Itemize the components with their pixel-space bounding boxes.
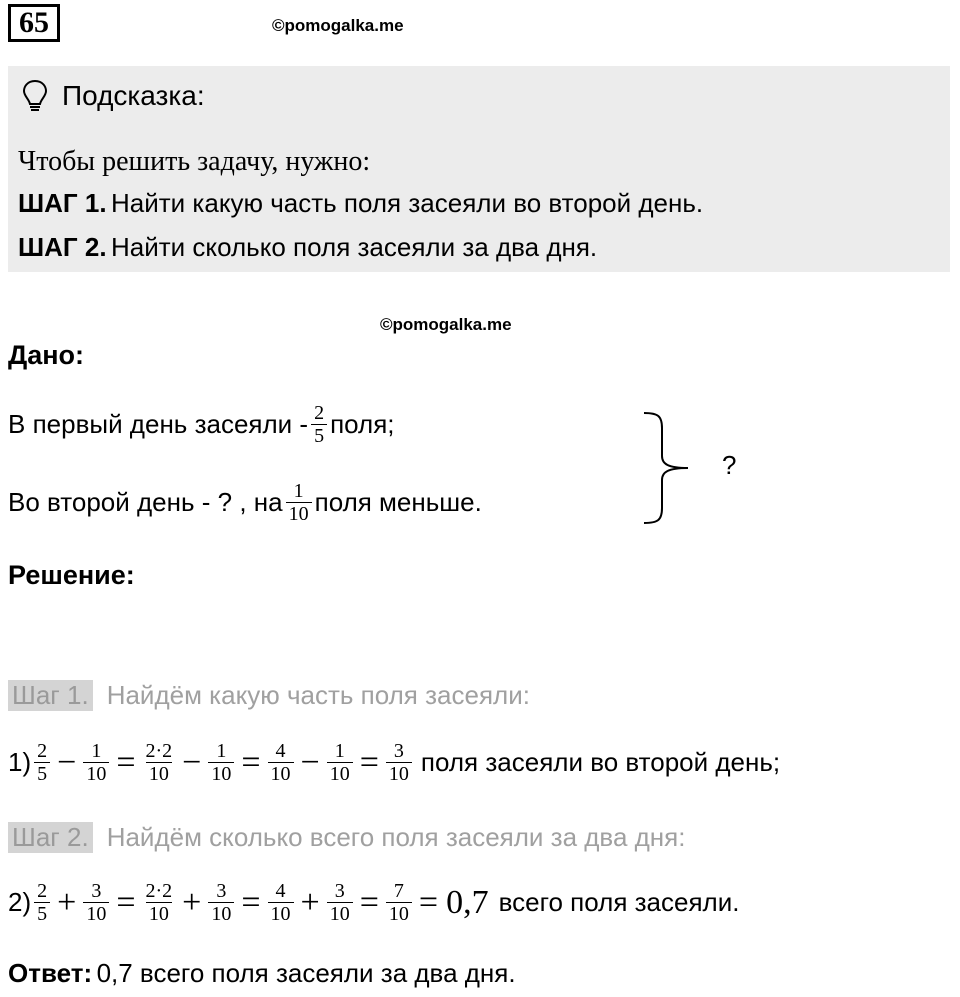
- fraction: $\frac{3}{10}$: [386, 740, 412, 785]
- math-operator: −: [182, 743, 202, 781]
- fraction: $\frac{4}{10}$: [268, 740, 294, 785]
- solution-step-2: [8, 822, 685, 853]
- math-operator: +: [57, 883, 77, 921]
- given-line-2-prefix: Во второй день - ? , на: [8, 487, 283, 517]
- hint-title: Подсказка:: [62, 80, 205, 111]
- solution-title: Решение:: [8, 560, 135, 590]
- equation-suffix: всего поля засеяли.: [498, 887, 740, 917]
- hint-step-1: [18, 188, 703, 219]
- watermark: ©pomogalka.me: [272, 16, 404, 35]
- fraction: $\frac{1}{10}$: [208, 740, 234, 785]
- fraction: $\frac{7}{10}$: [386, 880, 412, 925]
- step-1-text: Найдём какую часть поля засеяли:: [106, 680, 530, 710]
- math-operator: =: [359, 743, 379, 781]
- fraction: $\frac{2\cdot 2}{10}$: [145, 880, 173, 925]
- fraction: $\frac{1}{10}$: [286, 480, 312, 525]
- math-operator: =: [241, 883, 261, 921]
- solution-step-1: [8, 680, 530, 711]
- step-2-text: Найдём сколько всего поля засеяли за два дня:: [106, 822, 686, 852]
- given-line-1-prefix: В первый день засеяли -: [8, 409, 309, 439]
- fraction: $\frac{2}{5}$: [34, 740, 50, 785]
- given-question: ?: [722, 450, 737, 480]
- math-operator: +: [300, 883, 320, 921]
- fraction: $\frac{1}{10}$: [83, 740, 109, 785]
- math-operator: =: [241, 743, 261, 781]
- fraction: $\frac{3}{10}$: [83, 880, 109, 925]
- fraction: $\frac{3}{10}$: [327, 880, 353, 925]
- lightbulb-icon: [20, 78, 50, 114]
- hint-step-2-label: ШАГ 2.: [18, 232, 107, 262]
- given-line-1-suffix: поля;: [330, 409, 395, 439]
- fraction: $\frac{3}{10}$: [208, 880, 234, 925]
- equation-index: 1): [8, 747, 32, 777]
- hint-step-2: [18, 232, 597, 263]
- math-operator: −: [300, 743, 320, 781]
- answer-label: Ответ:: [8, 958, 93, 988]
- step-2-label: Шаг 2.: [8, 822, 93, 853]
- math-operator: =: [116, 883, 136, 921]
- math-operator: 0,7: [446, 883, 489, 921]
- math-operator: =: [418, 883, 439, 921]
- math-operator: +: [182, 883, 202, 921]
- step-1-label: Шаг 1.: [8, 680, 93, 711]
- watermark-2: ©pomogalka.me: [380, 315, 512, 334]
- math-operator: =: [359, 883, 379, 921]
- fraction: $\frac{2}{5}$: [34, 880, 50, 925]
- given-title: Дано:: [8, 340, 85, 370]
- fraction: $\frac{2\cdot 2}{10}$: [145, 740, 173, 785]
- equation-suffix: поля засеяли во второй день;: [420, 747, 781, 777]
- given-line-2: [8, 480, 482, 525]
- math-operator: −: [57, 743, 77, 781]
- hint-step-2-text: Найти сколько поля засеяли за два дня.: [111, 232, 598, 262]
- answer-text: 0,7 всего поля засеяли за два дня.: [96, 958, 516, 988]
- hint-intro: Чтобы решить задачу, нужно:: [18, 146, 371, 177]
- equation-1: [8, 740, 780, 785]
- answer: [8, 958, 516, 989]
- hint-step-1-text: Найти какую часть поля засеяли во второй день.: [111, 188, 704, 218]
- given-line-2-suffix: поля меньше.: [314, 487, 482, 517]
- fraction: $\frac{1}{10}$: [327, 740, 353, 785]
- equation-index: 2): [8, 887, 32, 917]
- fraction: $\frac{4}{10}$: [268, 880, 294, 925]
- curly-brace-icon: [640, 410, 700, 526]
- equation-2: [8, 880, 739, 925]
- fraction: $\frac{2}{5}$: [311, 402, 327, 447]
- math-operator: =: [116, 743, 136, 781]
- given-line-1: [8, 402, 395, 447]
- hint-step-1-label: ШАГ 1.: [18, 188, 107, 218]
- task-number: 65: [8, 4, 60, 42]
